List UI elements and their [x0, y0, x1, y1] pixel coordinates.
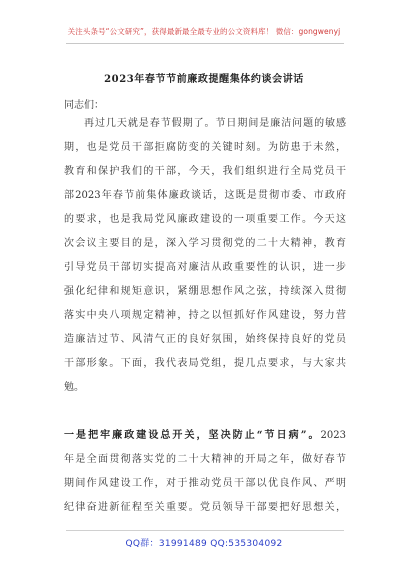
paragraph-line: 再过几天就是春节假期了。节日期间是廉洁问题的敏感 — [84, 118, 346, 129]
salutation: 同志们： — [64, 100, 104, 111]
document-title: 2023年春节节前廉政提醒集体约谈会讲话 — [104, 74, 304, 85]
paragraph-line: 勉。 — [64, 382, 84, 393]
paragraph-line: 期，也是党员干部拒腐防变的关键时刻。为防患于未然， — [64, 142, 346, 153]
paragraph-1 — [64, 112, 346, 400]
paragraph-line: 引导党员干部切实提高对廉洁从政重要性的认识，进一步 — [64, 262, 346, 273]
paragraph-line: 部2023年春节前集体廉政谈话，这既是贯彻市委、市政府 — [64, 190, 346, 201]
paragraph-line: 强化纪律和规矩意识，紧绷思想作风之弦，持续深入贯彻 — [64, 286, 346, 297]
paragraph-line: 的要求，也是我局党风廉政建设的一项重要工作。今天这 — [64, 214, 346, 225]
paragraph-lead-line — [64, 424, 346, 448]
paragraph-line: 纪律奋进新征程至关重要。党员领导干部要把好思想关， — [64, 502, 346, 513]
paragraph-line: 年是全面贯彻落实党的二十大精神的开局之年，做好春节 — [64, 454, 346, 465]
paragraph-lead: 一是把牢廉政建设总开关，坚决防止“节日病”。 — [64, 430, 321, 441]
header-banner: 关注头条号“公文研究”，获得最新最全最专业的公文资料库！ 微信：gongwenyj — [67, 27, 341, 36]
paragraph-line: 干部形象。下面，我代表局党组，提几点要求，与大家共 — [64, 358, 346, 369]
footer-contact: QQ群：31991489 QQ:535304092 — [125, 539, 283, 549]
paragraph-lead-tail: 2023 — [320, 430, 346, 441]
paragraph-line: 落实中央八项规定精神，持之以恒抓好作风建设，努力营 — [64, 310, 346, 321]
paragraph-2 — [64, 424, 346, 520]
paragraph-line: 造廉洁过节、风清气正的良好氛围，始终保持良好的党员 — [64, 334, 346, 345]
footer-divider — [66, 530, 344, 531]
paragraph-line: 教育和保护我们的干部，今天，我们组织进行全局党员干 — [64, 166, 346, 177]
header-divider — [66, 43, 344, 44]
paragraph-line: 次会议主要目的是，深入学习贯彻党的二十大精神，教育 — [64, 238, 346, 249]
paragraph-line: 期间作风建设工作，对于推动党员干部以优良作风、严明 — [64, 478, 346, 489]
